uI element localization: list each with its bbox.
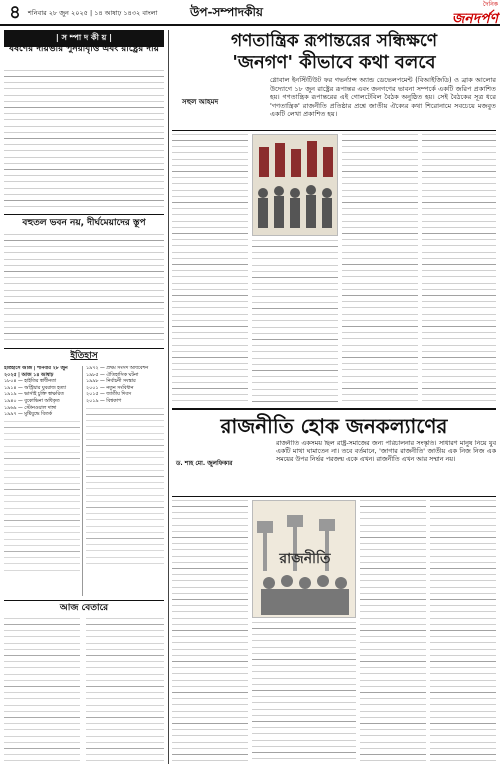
history-item: ২০১৫ — জাতীয় দিবস	[86, 392, 132, 398]
divider	[172, 130, 496, 131]
feature-body-col-1	[172, 134, 248, 404]
feature-body-col-4	[422, 134, 496, 404]
divider	[4, 348, 164, 349]
history-item: ১৯৮৫ — ঐতিহাসিক ঘটনা	[86, 372, 139, 378]
editorial-body	[4, 70, 164, 210]
second-body-col-2	[252, 622, 356, 764]
second-body-col-3	[360, 500, 426, 764]
second-body-col-1	[172, 500, 248, 764]
second-editorial-body	[4, 234, 164, 344]
feature-body-col-3	[342, 134, 418, 404]
second-editorial-headline: বহুতল ভবন নয়, দীর্ঘমেয়াদের স্তূপ	[22, 218, 146, 228]
author-block	[172, 78, 272, 122]
masthead-small: দৈনিক	[482, 1, 498, 8]
column-divider	[82, 366, 83, 596]
today-list-2	[86, 618, 164, 764]
history-intro: ইতিহাসে আজ | শনিবার ২৮ জুন ২০২৫ | আজ ১৪ আষাঢ়	[4, 366, 68, 378]
feature-deck: গ্লোবাল ইনস্টিটিউট ফর গভর্ন্যান্স অ্যান্ড ডেভেলপমেন্ট (বিআইজিডি) ও ব্রাক আলোর উদ্যোগে ১৮ জুন রাষ্ট্রের রূপান্তর এবং জনগণের ভাবনা সম্পর্কে একটি জরিপ প্রকাশিত হয়। গণতান্ত্রিক রূপান্তরের এই গোলটেবিল বৈঠক অনুষ্ঠিত হয়। সেই বৈঠকের সূত্র ধরে 'গণতান্ত্রিক' রাজনীতি প্রতিষ্ঠার প্রশ্নে জাতীয় ঐক্যের কথা শিরোনামে সবচেয়ে মজবুত একটি লেখা প্রকাশিত হয়।	[270, 76, 496, 119]
divider	[4, 214, 164, 215]
second-body-col-4	[430, 500, 496, 764]
divider	[172, 408, 496, 410]
feature-body-col-2	[252, 240, 338, 404]
history-item: ২০১৯ — বিশ্বকাপ	[86, 398, 122, 404]
history-item: ১৯৯৮ — নির্বাচনী সংস্কার	[86, 379, 136, 385]
second-feature-illustration	[252, 500, 356, 618]
feature-headline-1: গণতান্ত্রিক রূপান্তরের সন্ধিক্ষণে	[230, 31, 438, 51]
history-item: ১৯৭২ — প্রথম সংসদ অধিবেশন	[86, 366, 149, 371]
divider	[4, 600, 164, 601]
history-item: ১৮০৪ — হাইতির স্বাধীনতা	[4, 379, 57, 385]
today-label: আজ বেতারে	[59, 603, 109, 613]
editorial-label: | স ম্পা দ কী য় |	[4, 30, 164, 47]
crowd-illustration	[253, 135, 338, 236]
feature-illustration	[252, 134, 338, 236]
history-item: ১৯৬৯ — স্টোনওয়াল দাঙ্গা	[4, 405, 57, 411]
section-title: উপ-সম্পাদকীয়	[190, 5, 263, 19]
second-feature-deck: রাজনীতি একসময় ছিল রাষ্ট্র-সমাজের জন্য পরিচালনার সংস্কৃতি। সাধারণ মানুষ নিয়ে যুব একটি মাথা ঘামাতেন না। তবে বর্তমানে, 'জাগার রাজনীতি' জাতীয় এক নিজ নিজ এক সময়ের উপর নির্ভর পরজন্ম একে এখন। রাজনীতি এখন আর সম্মান নয়।	[276, 440, 496, 464]
masthead	[420, 1, 498, 25]
history-item: ১৯১৯ — ভার্সাই চুক্তি স্বাক্ষরিত	[4, 392, 64, 398]
illustration-caption: রাজনীতি	[279, 551, 331, 567]
second-feature-headline: রাজনীতি হোক জনকল্যাণের	[220, 414, 448, 438]
today-list	[4, 618, 80, 764]
feature-headline-2: 'জনগণ' কীভাবে কথা বলবে	[232, 52, 436, 73]
history-list-2	[86, 366, 164, 596]
divider	[172, 496, 496, 497]
main-divider	[168, 30, 169, 764]
history-list	[4, 366, 80, 596]
history-item: ১৯৯৭ — মুষ্টিযুদ্ধে বিতর্ক	[4, 412, 52, 418]
header-date: শনিবার ২৮ জুন ২০২৫ | ১৪ আষাঢ় ১৪৩২ বাংলা	[28, 9, 158, 17]
history-item: ২০০১ — নতুন সংবিধান	[86, 385, 134, 391]
page-number: ৪	[9, 2, 21, 23]
history-item: ১৯১৪ — অস্ট্রিয়ার যুবরাজ হত্যা	[4, 385, 67, 391]
masthead-title: জনদর্পণ	[451, 11, 498, 27]
feature-author: সহুল আহমদ	[182, 98, 219, 106]
second-feature-author: ড. শাহ মো. জুলফিকার	[176, 460, 233, 467]
history-item: ১৯৪০ — বুকোভিনা অধিকৃত	[4, 398, 60, 404]
history-label: ইতিহাস	[70, 351, 98, 361]
editorial-headline: ধর্ষণের দায়ভার পুনরাবৃত্তি এবং রাষ্ট্রের দায়	[9, 44, 159, 54]
